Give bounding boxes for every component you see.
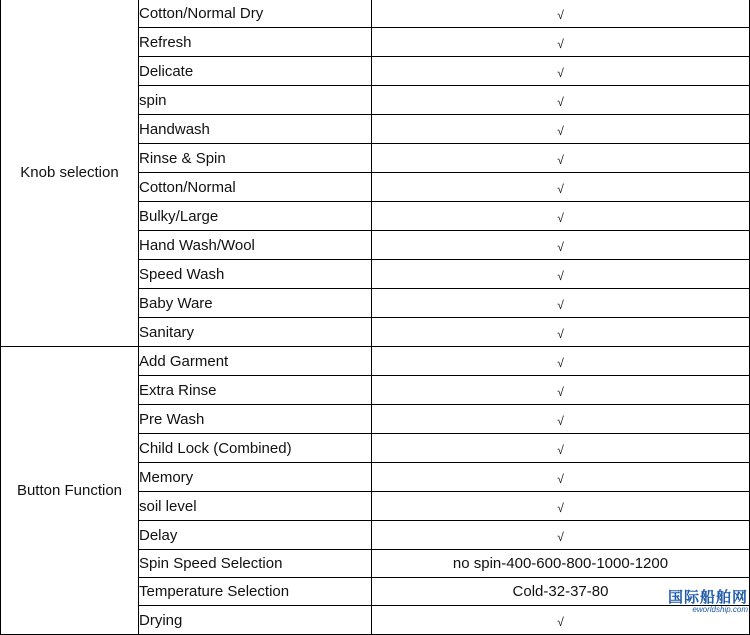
feature-value-cell: [372, 260, 750, 289]
feature-name: Bulky/Large: [139, 202, 372, 231]
feature-name: Pre Wash: [139, 405, 372, 434]
check-mark-icon: √: [557, 182, 564, 196]
table-row: [1, 0, 750, 28]
group-label: Knob selection: [1, 0, 139, 347]
feature-name: Temperature Selection: [139, 578, 372, 606]
feature-name: Delay: [139, 521, 372, 550]
feature-value-cell: [372, 463, 750, 492]
check-mark-icon: √: [557, 414, 564, 428]
check-mark-icon: √: [557, 298, 564, 312]
feature-value-cell: [372, 202, 750, 231]
feature-name: spin: [139, 86, 372, 115]
check-mark-icon: √: [557, 472, 564, 486]
feature-name: Memory: [139, 463, 372, 492]
feature-value-cell: [372, 521, 750, 550]
feature-value-cell: [372, 550, 750, 578]
feature-name: Delicate: [139, 57, 372, 86]
feature-value-cell: [372, 115, 750, 144]
feature-value-cell: [372, 57, 750, 86]
feature-value-cell: [372, 0, 750, 28]
feature-name: Sanitary: [139, 318, 372, 347]
check-mark-icon: √: [557, 37, 564, 51]
check-mark-icon: √: [557, 66, 564, 80]
check-mark-icon: √: [557, 240, 564, 254]
feature-value-cell: [372, 434, 750, 463]
feature-name: Rinse & Spin: [139, 144, 372, 173]
check-mark-icon: √: [557, 356, 564, 370]
check-mark-icon: √: [557, 530, 564, 544]
feature-value-cell: [372, 173, 750, 202]
feature-name: Speed Wash: [139, 260, 372, 289]
check-mark-icon: √: [557, 124, 564, 138]
feature-value-cell: [372, 289, 750, 318]
check-mark-icon: √: [557, 385, 564, 399]
feature-value-cell: [372, 347, 750, 376]
feature-name: Add Garment: [139, 347, 372, 376]
feature-value: Cold-32-37-80: [512, 583, 609, 600]
check-mark-icon: √: [557, 95, 564, 109]
feature-value-cell: [372, 318, 750, 347]
feature-value-cell: [372, 376, 750, 405]
watermark-name: 国际船舶网: [667, 589, 748, 606]
check-mark-icon: √: [557, 501, 564, 515]
feature-value-cell: [372, 86, 750, 115]
feature-name: Cotton/Normal Dry: [139, 0, 372, 28]
feature-name: Extra Rinse: [139, 376, 372, 405]
check-mark-icon: √: [557, 443, 564, 457]
feature-name: Spin Speed Selection: [139, 550, 372, 578]
feature-value-cell: [372, 492, 750, 521]
feature-value-cell: [372, 231, 750, 260]
feature-name: soil level: [139, 492, 372, 521]
feature-value-cell: [372, 405, 750, 434]
feature-name: Cotton/Normal: [139, 173, 372, 202]
feature-value-cell: [372, 606, 750, 635]
table-row: [1, 347, 750, 376]
feature-name: Child Lock (Combined): [139, 434, 372, 463]
feature-name: Hand Wash/Wool: [139, 231, 372, 260]
check-mark-icon: √: [557, 269, 564, 283]
feature-value: no spin-400-600-800-1000-1200: [452, 555, 669, 572]
feature-value-cell: [372, 144, 750, 173]
feature-value-cell: [372, 578, 750, 606]
feature-value-cell: [372, 28, 750, 57]
check-mark-icon: √: [557, 615, 564, 629]
watermark-url: eworldship.com: [692, 605, 748, 614]
check-mark-icon: √: [557, 327, 564, 341]
feature-name: Handwash: [139, 115, 372, 144]
group-label: Button Function: [1, 347, 139, 635]
spec-table-body: [1, 0, 750, 635]
check-mark-icon: √: [557, 211, 564, 225]
feature-name: Refresh: [139, 28, 372, 57]
feature-name: Baby Ware: [139, 289, 372, 318]
feature-name: Drying: [139, 606, 372, 635]
check-mark-icon: √: [557, 8, 564, 22]
check-mark-icon: √: [557, 153, 564, 167]
